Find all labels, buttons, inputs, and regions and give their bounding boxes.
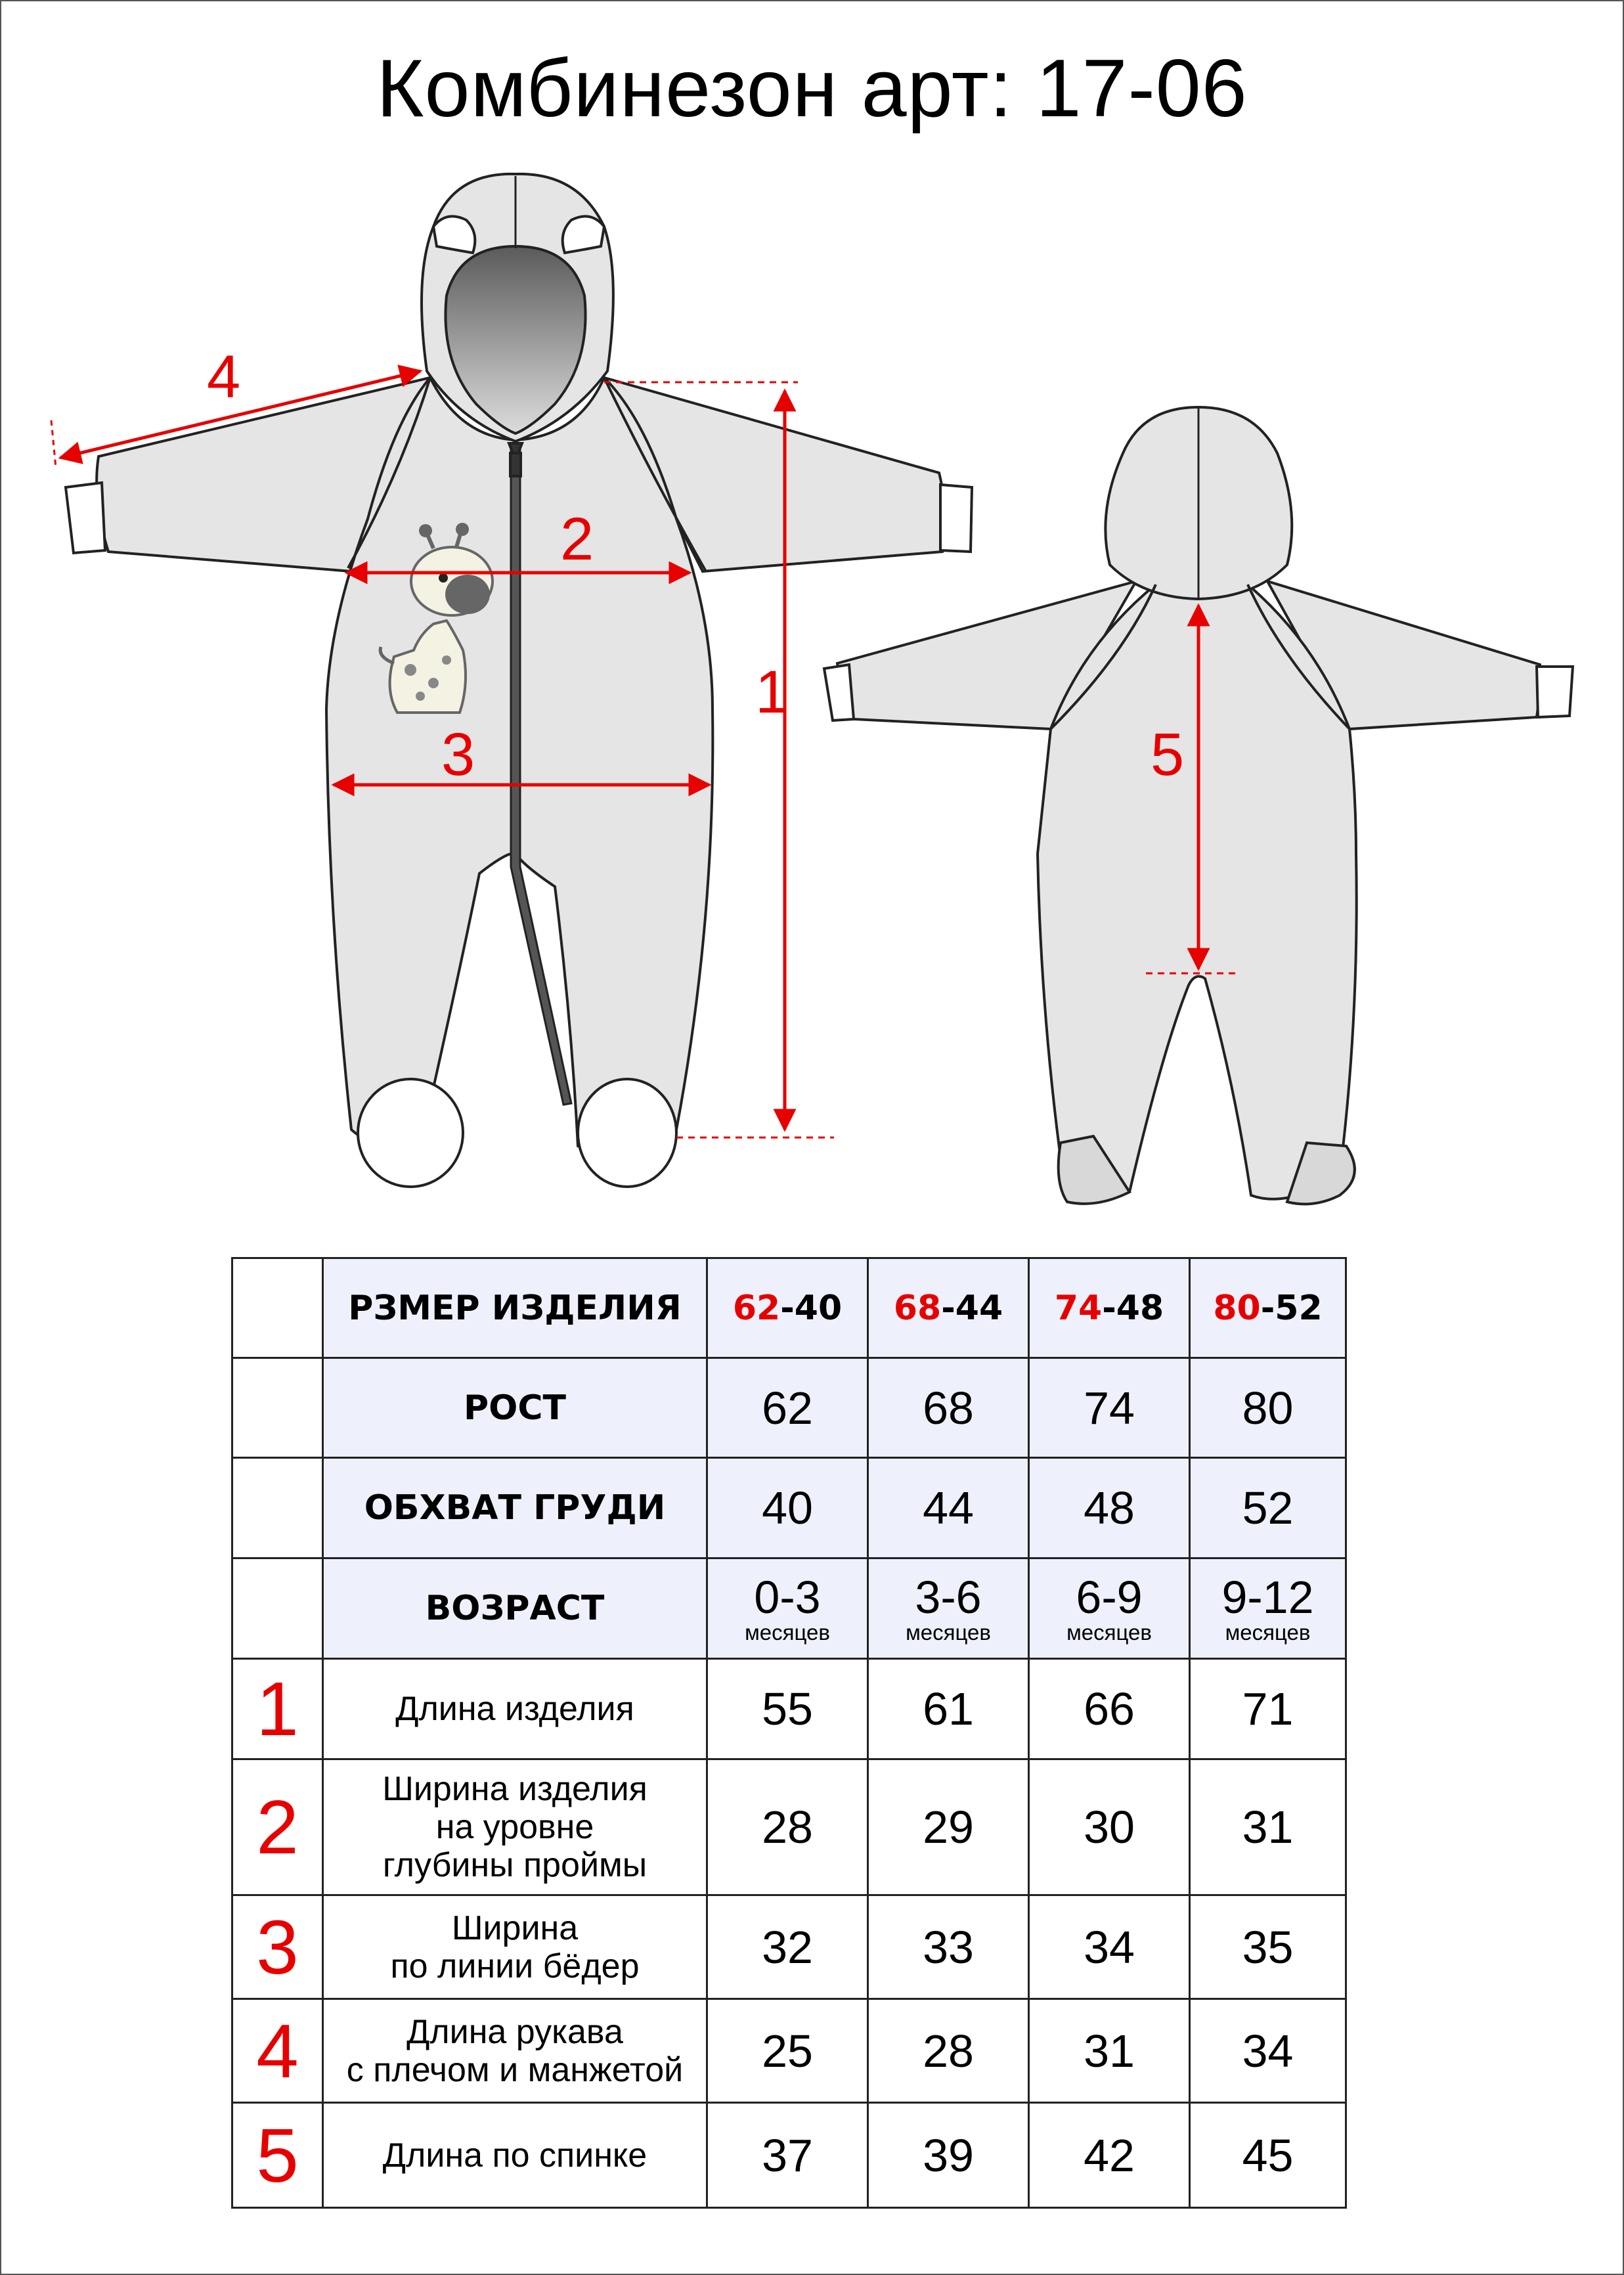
age-row <box>232 1558 1346 1659</box>
measurement-value: 42 <box>1029 2103 1190 2208</box>
height-value: 74 <box>1029 1358 1190 1458</box>
measurement-value: 31 <box>1029 1999 1190 2103</box>
chest-value: 44 <box>868 1458 1029 1558</box>
age-cell: 3-6 месяцев <box>868 1558 1029 1659</box>
measurement-row <box>232 1999 1346 2103</box>
blank-cell <box>232 1258 323 1358</box>
measurement-value: 55 <box>707 1659 868 1759</box>
age-label: ВОЗРАСТ <box>323 1558 707 1659</box>
chest-label: ОБХВАТ ГРУДИ <box>323 1458 707 1558</box>
blank-cell <box>232 1458 323 1558</box>
measurement-label: Ширина изделия на уровне глубины проймы <box>323 1759 707 1895</box>
measure-4-label: 4 <box>207 343 241 410</box>
age-cell: 0-3 месяцев <box>707 1558 868 1659</box>
right-ear <box>563 216 604 253</box>
measurement-number: 1 <box>232 1659 323 1759</box>
measurement-label: Ширина по линии бёдер <box>323 1895 707 1999</box>
measurement-number: 5 <box>232 2103 323 2208</box>
chest-value: 40 <box>707 1458 868 1558</box>
measurement-number: 3 <box>232 1895 323 1999</box>
measurement-row <box>232 1659 1346 1759</box>
measurement-row <box>232 2103 1346 2208</box>
front-right-cuff <box>940 485 972 552</box>
measurement-value: 25 <box>707 1999 868 2103</box>
measurement-number: 4 <box>232 1999 323 2103</box>
measure-2-label: 2 <box>560 506 594 573</box>
height-value: 80 <box>1190 1358 1346 1458</box>
front-left-cuff <box>66 483 105 553</box>
measurement-value: 66 <box>1029 1659 1190 1759</box>
front-left-foot <box>358 1079 463 1187</box>
size-table <box>231 1257 1347 2209</box>
measurement-row <box>232 1895 1346 1999</box>
measurement-value: 34 <box>1190 1999 1346 2103</box>
size-cell: 62-40 <box>707 1258 868 1358</box>
measurement-number: 2 <box>232 1759 323 1895</box>
height-row <box>232 1358 1346 1458</box>
blank-cell <box>232 1358 323 1458</box>
measurement-value: 39 <box>868 2103 1029 2208</box>
page-title: Комбинезон арт: 17-06 <box>376 43 1248 134</box>
measurement-label: Длина изделия <box>323 1659 707 1759</box>
measurement-value: 30 <box>1029 1759 1190 1895</box>
measurement-label: Длина рукава с плечом и манжетой <box>323 1999 707 2103</box>
measurement-value: 71 <box>1190 1659 1346 1759</box>
measurement-value: 37 <box>707 2103 868 2208</box>
measurement-value: 34 <box>1029 1895 1190 1999</box>
measurement-value: 61 <box>868 1659 1029 1759</box>
measurement-value: 33 <box>868 1895 1029 1999</box>
left-ear <box>433 216 475 253</box>
measure-5-label: 5 <box>1151 721 1185 788</box>
age-cell: 9-12 месяцев <box>1190 1558 1346 1659</box>
measurement-value: 29 <box>868 1759 1029 1895</box>
size-cell: 74-48 <box>1029 1258 1190 1358</box>
chest-value: 52 <box>1190 1458 1346 1558</box>
front-right-foot <box>578 1079 676 1187</box>
size-cell: 80-52 <box>1190 1258 1346 1358</box>
measurement-value: 28 <box>868 1999 1029 2103</box>
measurement-row <box>232 1759 1346 1895</box>
measurement-label: Длина по спинке <box>323 2103 707 2208</box>
blank-cell <box>232 1558 323 1659</box>
size-row <box>232 1258 1346 1358</box>
age-cell: 6-9 месяцев <box>1029 1558 1190 1659</box>
chest-row <box>232 1458 1346 1558</box>
measurement-value: 28 <box>707 1759 868 1895</box>
chest-value: 48 <box>1029 1458 1190 1558</box>
measure-1-label: 1 <box>755 659 789 726</box>
height-value: 62 <box>707 1358 868 1458</box>
size-cell: 68-44 <box>868 1258 1029 1358</box>
measurement-value: 31 <box>1190 1759 1346 1895</box>
height-label: РОСТ <box>323 1358 707 1458</box>
measure-3-label: 3 <box>441 721 475 788</box>
size-header-label: РЗМЕР ИЗДЕЛИЯ <box>323 1258 707 1358</box>
measurement-value: 32 <box>707 1895 868 1999</box>
height-value: 68 <box>868 1358 1029 1458</box>
measurement-value: 45 <box>1190 2103 1346 2208</box>
measurement-value: 35 <box>1190 1895 1346 1999</box>
